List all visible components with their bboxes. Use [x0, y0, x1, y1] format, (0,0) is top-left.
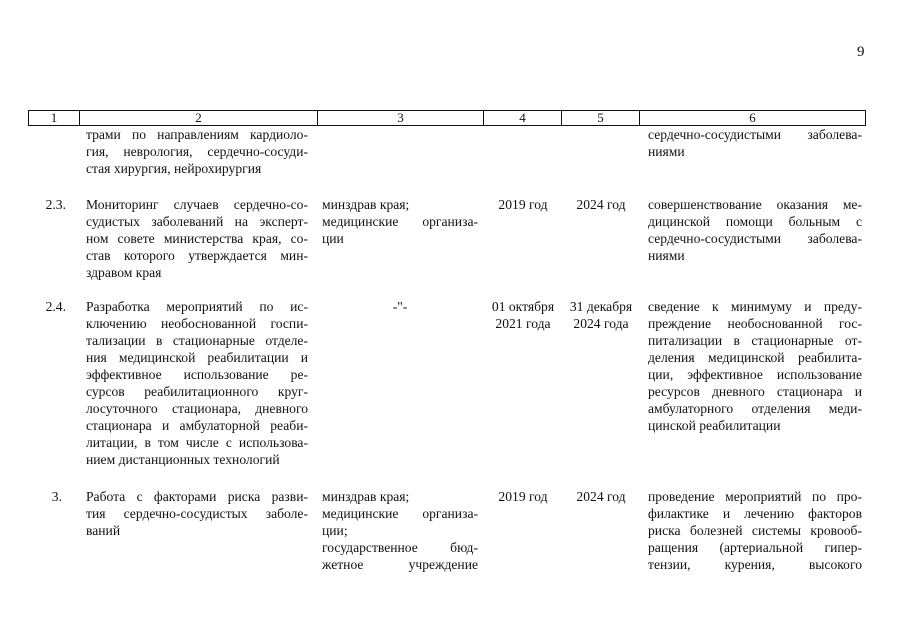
page-number: 9: [857, 44, 865, 60]
row-description: Разработка мероприятий по ис- ключению необоснованной госпи- тализации в стационарные отделе- ния медицинской реабилитации и эффективное использование ре- сурсов реабилитационного круг- лосуточного стационара, дневного стационара и амбулаторной реаби- литации, в том числе с использова- нием дистанционных технологий: [86, 299, 308, 467]
row-executors: минздрав края; медицинские организа- ции: [322, 197, 478, 246]
row-number: 2.3.: [45, 197, 66, 212]
row-start-date: 2019 год: [498, 489, 548, 504]
header-col-2: 2: [80, 111, 318, 125]
table-header: [28, 110, 866, 126]
header-col-6: 6: [749, 110, 756, 125]
row-executors: -"-: [392, 299, 408, 314]
continuation-col2: трами по направлениям кардиоло- гия, неврология, сердечно-сосуди- стая хирургия, нейрохирургия: [86, 127, 308, 176]
continuation-col6: сердечно-сосудистыми заболева- ниями: [648, 127, 862, 159]
row-number: 3.: [51, 489, 62, 504]
row-result: проведение мероприятий по про- филактике и лечению факторов риска болезней системы кровооб- ращения (артериальной гипер- тензии, курения, высокого: [648, 489, 862, 572]
row-result: совершенствование оказания ме- дицинской помощи больным с сердечно-сосудистыми заболева- ниями: [648, 197, 862, 263]
row-start-date: 01 октября 2021 года: [491, 299, 555, 331]
row-number: 2.4.: [45, 299, 66, 314]
row-end-date: 2024 год: [576, 489, 626, 504]
header-col-4: 4: [484, 111, 562, 125]
row-result: сведение к минимуму и преду- преждение необоснованной гос- питализации в стационарные от- деления медицинской реабилита- ции, эффективное использование ресурсов дневного стационара и амбулаторного отделения меди- цинской реабилитации: [648, 299, 862, 433]
row-description: Работа с факторами риска разви- тия сердечно-сосудистых заболе- ваний: [86, 489, 308, 538]
header-col-1: 1: [29, 111, 80, 125]
row-description: Мониторинг случаев сердечно-со- судистых заболеваний на эксперт- ном совете министерства края, со- став которого утверждается мин- здравом края: [86, 197, 308, 280]
header-col-5: 5: [562, 111, 640, 125]
row-end-date: 2024 год: [576, 197, 626, 212]
header-col-3: 3: [318, 111, 484, 125]
row-executors: минздрав края; медицинские организа- ции; государственное бюд- жетное учреждение: [322, 489, 478, 572]
row-start-date: 2019 год: [498, 197, 548, 212]
row-end-date: 31 декабря 2024 года: [569, 299, 633, 331]
